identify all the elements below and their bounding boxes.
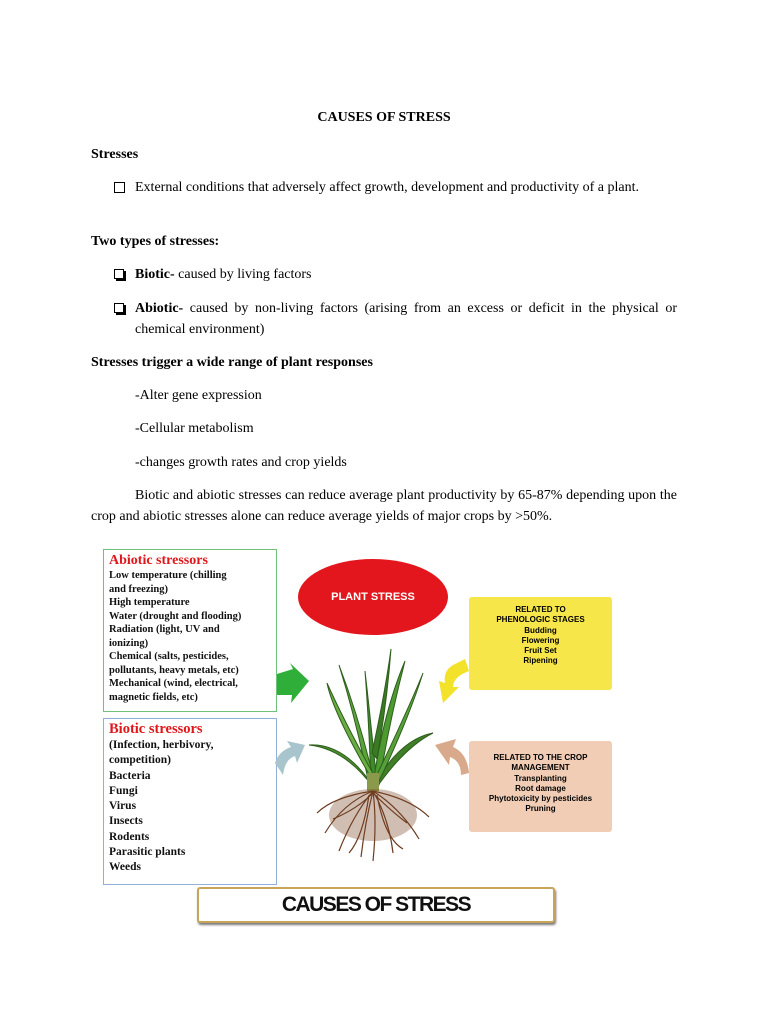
abiotic-item: ionizing) — [109, 637, 149, 649]
square-bullet-icon — [114, 298, 130, 320]
phenologic-heading-line: PHENOLOGIC STAGES — [496, 615, 585, 624]
phenologic-heading-line: RELATED TO — [515, 605, 566, 614]
crop-heading-line: MANAGEMENT — [511, 763, 570, 772]
stresses-heading: Stresses — [91, 147, 139, 162]
plant-stem — [367, 773, 379, 791]
biotic-arrow-icon — [275, 741, 305, 775]
causes-of-stress-figure — [93, 543, 623, 928]
phenologic-item: Fruit Set — [524, 646, 557, 655]
plant-leaves — [309, 649, 433, 787]
abiotic-item: magnetic fields, etc) — [109, 691, 198, 703]
biotic-stressors-box — [103, 718, 277, 885]
biotic-item: Parasitic plants — [109, 846, 186, 859]
abiotic-term: Abiotic- — [135, 301, 184, 316]
crop-heading — [469, 753, 612, 773]
crop-item: Root damage — [515, 784, 566, 793]
root-mass — [329, 789, 417, 841]
biotic-item: Fungi — [109, 784, 138, 797]
phenologic-item: Flowering — [521, 636, 560, 645]
biotic-item: competition) — [109, 754, 171, 767]
phenologic-item: Ripening — [523, 656, 558, 665]
crop-heading-line: RELATED TO THE CROP — [493, 753, 588, 762]
crop-item: Pruning — [525, 804, 556, 813]
phenologic-stages-box — [469, 597, 612, 690]
phenologic-heading — [469, 605, 612, 625]
phenologic-item: Budding — [524, 626, 557, 635]
biotic-term: Biotic- — [135, 267, 175, 282]
biotic-item: (Infection, herbivory, — [109, 739, 214, 751]
biotic-item: Virus — [109, 800, 137, 813]
plant-stress-label: PLANT STRESS — [331, 591, 415, 603]
abiotic-item: Low temperature (chilling — [109, 570, 227, 581]
crop-item: Phytotoxicity by pesticides — [488, 794, 593, 803]
biotic-heading: Biotic stressors — [109, 721, 203, 737]
figure-caption: CAUSES OF STRESS — [281, 893, 471, 916]
page-title: CAUSES OF STRESS — [317, 110, 451, 125]
crop-management-box — [469, 741, 612, 832]
abiotic-text: caused by non-living factors (arising from an excess or deficit in the physical or chemical environment) — [135, 301, 677, 337]
abiotic-item: Mechanical (wind, electrical, — [109, 678, 238, 689]
stresses-bullet-text: External conditions that adversely affect growth, development and productivity of a plant. — [135, 180, 639, 195]
crop-item: Transplanting — [514, 774, 567, 783]
crop-arrow-icon — [435, 739, 469, 775]
phenologic-arrow-icon — [439, 659, 469, 703]
response-item: -Alter gene expression — [135, 388, 262, 403]
figure-caption-bar — [197, 887, 555, 923]
response-item: -Cellular metabolism — [135, 421, 254, 436]
body-paragraph: Biotic and abiotic stresses can reduce average plant productivity by 65-87% depending upon the crop and abiotic stresses alone can reduce average yields of major crops by >50%. — [91, 488, 677, 524]
biotic-item: Rodents — [109, 830, 150, 843]
abiotic-arrow-icon — [277, 663, 309, 703]
abiotic-item: Water (drought and flooding) — [109, 610, 242, 622]
square-bullet-icon — [114, 264, 130, 286]
biotic-item: Bacteria — [109, 769, 151, 782]
abiotic-stressors-box — [103, 549, 277, 712]
responses-heading: Stresses trigger a wide range of plant responses — [91, 355, 373, 370]
abiotic-item: High temperature — [109, 597, 190, 608]
biotic-item: Insects — [109, 815, 143, 828]
checkbox-bullet-icon — [114, 177, 130, 200]
abiotic-item: and freezing) — [109, 583, 169, 595]
abiotic-item: Radiation (light, UV and — [109, 624, 220, 635]
biotic-text: caused by living factors — [174, 267, 312, 282]
abiotic-item: Chemical (salts, pesticides, — [109, 651, 229, 662]
two-types-heading: Two types of stresses: — [91, 234, 220, 249]
response-item: -changes growth rates and crop yields — [135, 455, 347, 470]
biotic-item: Weeds — [109, 861, 141, 874]
abiotic-heading: Abiotic stressors — [109, 553, 208, 568]
abiotic-item: pollutants, heavy metals, etc) — [109, 664, 239, 676]
